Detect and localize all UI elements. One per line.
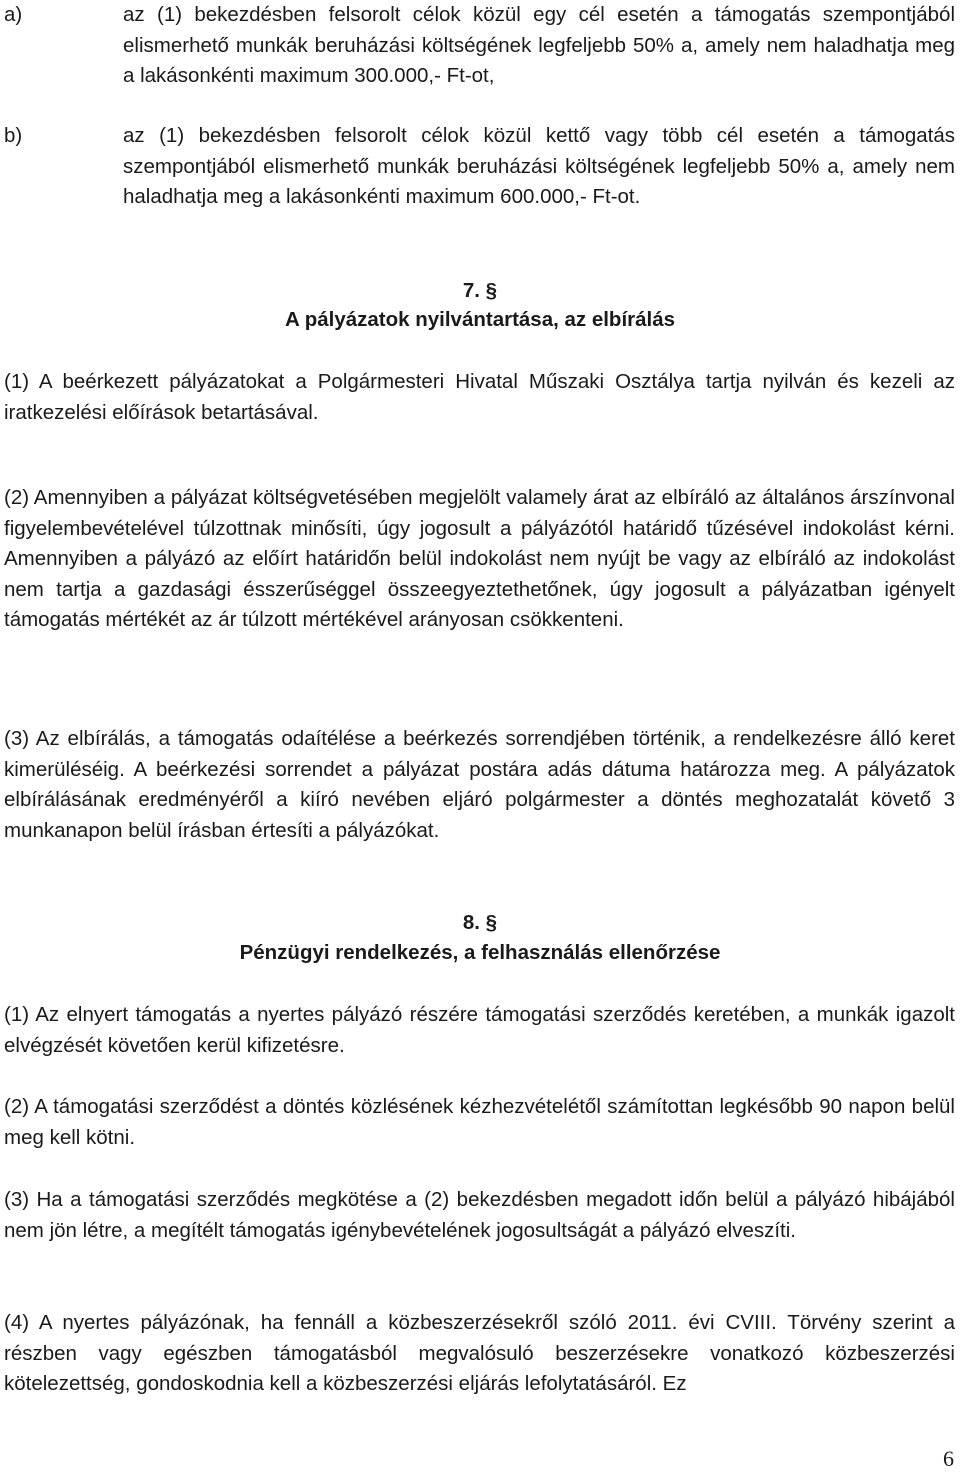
list-item-text: az (1) bekezdésben felsorolt célok közül kettő vagy több cél esetén a támogatás szempontjából elismerhető munkák beruházási költségének legfeljebb 50% a, amely nem haladhatja meg a lakásonkénti maximum 600.000,- Ft-ot. <box>123 124 955 208</box>
section-8-paragraph-1: (1) Az elnyert támogatás a nyertes pályázó részére támogatási szerződés keretében, a munkák igazolt elvégzését követően kerül kifizetésre. <box>4 1003 955 1057</box>
list-marker: b) <box>4 124 23 147</box>
section-7-paragraph-1: (1) A beérkezett pályázatokat a Polgármesteri Hivatal Műszaki Osztálya tartja nyilván és kezeli az iratkezelési előírások betartásával. <box>4 370 955 424</box>
section-8-paragraph-4: (4) A nyertes pályázónak, ha fennáll a közbeszerzésekről szóló 2011. évi CVIII. Törvény szerint a részben vagy egészben támogatásból megvalósuló beszerzésekre vonatkozó közbeszerzési kötelezettség, gondoskodnia kell a közbeszerzési eljárás lefolytatásáról. Ez <box>4 1311 955 1395</box>
section-8-title: Pénzügyi rendelkezés, a felhasználás ellenőrzése <box>239 941 721 964</box>
section-8-paragraph-2: (2) A támogatási szerződést a döntés közlésének kézhezvételétől számítottan legkésőbb 90 napon belül meg kell kötni. <box>4 1095 955 1149</box>
section-7-title: A pályázatok nyilvántartása, az elbírálás <box>284 308 676 331</box>
section-8-number: 8. § <box>462 911 498 934</box>
section-7-number: 7. § <box>462 279 498 302</box>
section-8-paragraph-3: (3) Ha a támogatási szerződés megkötése a (2) bekezdésben megadott időn belül a pályázó hibájából nem jön létre, a megítélt támogatás igénybevételének jogosultságát a pályázó elveszíti. <box>4 1188 955 1242</box>
section-7-paragraph-2: (2) Amennyiben a pályázat költségvetésében megjelölt valamely árat az elbíráló az általános árszínvonal figyelembevételével túlzottnak minősíti, úgy jogosult a pályázótól határidő tűzésével indokolást kérni. Amennyiben a pályázó az előírt határidőn belül indokolást nem nyújt be vagy az elbíráló az indokolást nem tartja a gazdasági ésszerűséggel összeegyeztethetőnek, úgy jogosult a pályázatban igényelt támogatás mértékét az ár túlzott mértékével arányosan csökkenteni. <box>4 486 955 631</box>
list-item-text: az (1) bekezdésben felsorolt célok közül egy cél esetén a támogatás szempontjából elismerhető munkák beruházási költségének legfeljebb 50% a, amely nem haladhatja meg a lakásonkénti maximum 300.000,- Ft-ot, <box>123 3 955 87</box>
list-marker: a) <box>4 3 23 26</box>
section-7-paragraph-3: (3) Az elbírálás, a támogatás odaítélése a beérkezés sorrendjében történik, a rendelkezésre álló keret kimerüléséig. A beérkezési sorrendet a pályázat postára adás dátuma határozza meg. A pályázatok elbírálásának eredményéről a kiíró nevében eljáró polgármester a döntés meghozatalát követő 3 munkanapon belül írásban értesíti a pályázókat. <box>4 727 955 842</box>
page-number: 6 <box>943 1446 954 1471</box>
